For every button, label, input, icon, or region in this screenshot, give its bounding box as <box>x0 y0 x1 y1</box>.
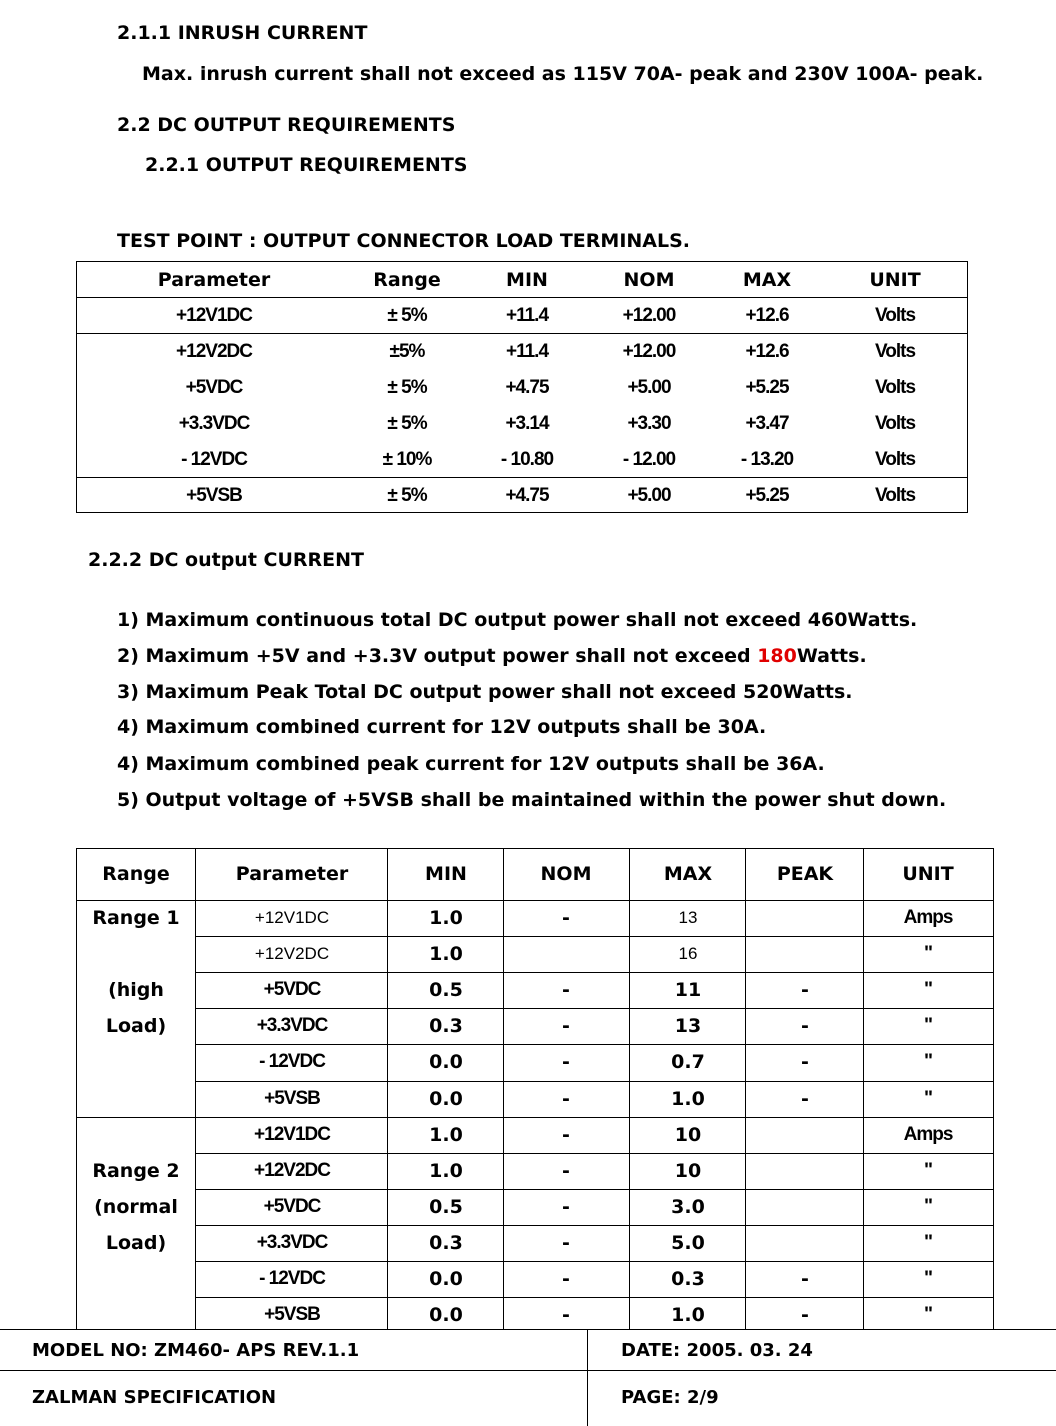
current-cell: +12V1DC <box>254 908 330 927</box>
current-cell: 0.3 <box>671 1268 705 1290</box>
current-cell: - 12VDC <box>259 1051 325 1073</box>
voltage-cell: Volts <box>874 485 916 506</box>
current-header-cell: Parameter <box>235 863 349 885</box>
current-cell: 1.0 <box>429 1159 463 1182</box>
current-cell: - <box>801 1051 809 1074</box>
current-cell: Amps <box>903 907 953 928</box>
current-list-item-2 <box>117 645 867 667</box>
current-cell: 0.0 <box>429 1051 463 1074</box>
current-cell: 1.0 <box>671 1087 705 1110</box>
range2-label: Load) <box>105 1231 167 1254</box>
current-cell: 11 <box>674 979 702 1002</box>
current-cell: 1.0 <box>429 1123 463 1146</box>
current-cell: " <box>923 1051 933 1073</box>
current-cell: - <box>801 1087 809 1110</box>
current-cell: 0.5 <box>429 979 463 1002</box>
voltage-cell: +4.75 <box>505 377 549 398</box>
current-cell: " <box>923 1304 933 1326</box>
current-header-cell: Range <box>102 863 170 885</box>
current-cell: 1.0 <box>429 943 463 966</box>
current-cell: " <box>923 943 933 965</box>
current-cell: " <box>923 1015 933 1037</box>
voltage-cell: +11.4 <box>505 341 549 362</box>
voltage-cell: +12.00 <box>622 341 676 362</box>
voltage-table-rule <box>77 477 967 478</box>
current-cell: - <box>562 1268 570 1290</box>
current-cell: +5VSB <box>264 1087 320 1109</box>
voltage-cell: +11.4 <box>505 305 549 326</box>
voltage-cell: Volts <box>874 377 916 398</box>
current-cell: 0.7 <box>671 1051 705 1074</box>
current-cell: 13 <box>674 1015 702 1038</box>
voltage-cell: ± 5% <box>387 377 427 398</box>
current-cell: 5.0 <box>671 1231 705 1254</box>
voltage-table-header <box>77 262 967 298</box>
voltage-table-rule <box>77 297 967 298</box>
voltage-table-rule <box>77 333 967 334</box>
voltage-cell: Volts <box>874 449 916 470</box>
voltage-header-cell: NOM <box>623 269 675 291</box>
voltage-cell: Volts <box>874 305 916 326</box>
current-cell: 1.0 <box>671 1304 705 1327</box>
voltage-cell: +3.14 <box>505 413 549 434</box>
voltage-cell: +5.00 <box>627 485 671 506</box>
current-cell: " <box>923 1231 933 1253</box>
current-cell: - <box>801 1268 809 1290</box>
current-cell: 0.0 <box>429 1304 463 1327</box>
voltage-cell: - 12VDC <box>181 449 247 470</box>
current-cell: - <box>562 1015 570 1038</box>
current-table-column-rule <box>745 849 746 1330</box>
item2-unit: Watts. <box>796 645 867 667</box>
current-cell: +3.3VDC <box>256 1015 328 1037</box>
current-table-row-rule <box>77 1117 993 1118</box>
footer-rule <box>0 1370 1056 1371</box>
voltage-cell: +5.00 <box>627 377 671 398</box>
voltage-cell: +3.30 <box>627 413 671 434</box>
voltage-cell: ± 10% <box>382 449 432 470</box>
current-cell: +5VDC <box>263 979 321 1001</box>
current-cell: 0.5 <box>429 1195 463 1218</box>
voltage-cell: +5VDC <box>185 377 243 398</box>
current-header-cell: MAX <box>663 863 713 885</box>
voltage-header-cell: Range <box>373 269 441 291</box>
current-cell: - <box>801 1304 809 1327</box>
footer-page: PAGE: 2/9 <box>621 1387 719 1408</box>
range1-label: Range 1 <box>92 907 180 929</box>
current-header-cell: MIN <box>425 863 467 885</box>
inrush-text: Max. inrush current shall not exceed as 115V 70A- peak and 230V 100A- peak. <box>142 63 984 85</box>
voltage-header-cell: MIN <box>506 269 548 291</box>
current-cell: +5VDC <box>263 1195 321 1217</box>
current-table-column-rule <box>503 849 504 1330</box>
current-cell: +3.3VDC <box>256 1231 328 1253</box>
voltage-cell: Volts <box>874 341 916 362</box>
footer-model: MODEL NO: ZM460- APS REV.1.1 <box>32 1340 360 1361</box>
current-cell: 3.0 <box>671 1195 705 1218</box>
current-table <box>76 848 994 1330</box>
current-cell: +12V2DC <box>254 944 330 964</box>
voltage-cell: ± 5% <box>387 485 427 506</box>
voltage-cell: +12V2DC <box>176 341 252 362</box>
range2-label: (normal <box>94 1195 178 1218</box>
footer-divider <box>587 1330 588 1426</box>
current-cell: 0.0 <box>429 1268 463 1290</box>
voltage-cell: - 13.20 <box>740 449 794 470</box>
current-header-cell: PEAK <box>776 863 834 885</box>
current-cell: " <box>923 1195 933 1217</box>
current-cell: 13 <box>678 908 698 927</box>
voltage-cell: +12V1DC <box>176 305 252 326</box>
current-cell: - <box>562 1231 570 1254</box>
current-cell: 1.0 <box>429 907 463 929</box>
current-cell: +12V2DC <box>254 1159 330 1181</box>
voltage-cell: +3.47 <box>745 413 789 434</box>
voltage-cell: - 12.00 <box>622 449 676 470</box>
item2-text: 2) Maximum +5V and +3.3V output power shall not exceed <box>117 645 758 667</box>
current-cell: 16 <box>678 944 698 964</box>
current-header-cell: NOM <box>540 863 592 885</box>
current-list-item-4a: 4) Maximum combined current for 12V outputs shall be 30A. <box>117 716 767 738</box>
current-table-column-rule <box>387 849 388 1330</box>
item2-value: 180 <box>757 645 797 667</box>
voltage-cell: Volts <box>874 413 916 434</box>
range1-label: Load) <box>105 1015 167 1038</box>
voltage-cell: +12.00 <box>622 305 676 326</box>
current-cell: 0.3 <box>429 1231 463 1254</box>
current-cell: - <box>562 1304 570 1327</box>
current-table-column-rule <box>195 849 196 1330</box>
inrush-heading: 2.1.1 INRUSH CURRENT <box>117 22 368 44</box>
voltage-table-row <box>77 442 967 478</box>
current-table-column-rule <box>629 849 630 1330</box>
dc-output-heading: 2.2 DC OUTPUT REQUIREMENTS <box>117 114 456 136</box>
current-cell: - <box>562 1087 570 1110</box>
voltage-table-row <box>77 298 967 334</box>
current-cell: " <box>923 1087 933 1109</box>
voltage-cell: - 10.80 <box>500 449 554 470</box>
current-cell: - 12VDC <box>259 1268 325 1289</box>
voltage-cell: ± 5% <box>387 305 427 326</box>
voltage-header-cell: Parameter <box>157 269 271 291</box>
voltage-cell: ±5% <box>389 341 425 362</box>
current-cell: 0.0 <box>429 1087 463 1110</box>
current-header-cell: UNIT <box>902 863 954 885</box>
current-cell: - <box>562 1159 570 1182</box>
voltage-header-cell: UNIT <box>869 269 921 291</box>
current-cell: " <box>923 1159 933 1181</box>
current-cell: +5VSB <box>264 1304 320 1326</box>
current-cell: - <box>562 907 570 929</box>
current-cell: Amps <box>903 1123 953 1145</box>
voltage-table-row <box>77 370 967 406</box>
range2-label: Range 2 <box>92 1159 180 1182</box>
current-list-item-5: 5) Output voltage of +5VSB shall be maintained within the power shut down. <box>117 789 947 811</box>
footer-spec: ZALMAN SPECIFICATION <box>32 1387 277 1408</box>
page-footer <box>0 1329 1056 1426</box>
current-list-item-4b: 4) Maximum combined peak current for 12V outputs shall be 36A. <box>117 753 825 775</box>
range1-label: (high <box>108 979 164 1002</box>
current-cell: " <box>923 979 933 1001</box>
voltage-cell: +4.75 <box>505 485 549 506</box>
voltage-table <box>76 261 968 513</box>
voltage-cell: +12.6 <box>745 305 789 326</box>
voltage-cell: +5VSB <box>186 485 242 506</box>
voltage-cell: ± 5% <box>387 413 427 434</box>
voltage-cell: +5.25 <box>745 377 789 398</box>
voltage-table-row <box>77 406 967 442</box>
test-point-text: TEST POINT : OUTPUT CONNECTOR LOAD TERMINALS. <box>117 230 691 252</box>
current-table-column-rule <box>863 849 864 1330</box>
current-cell: 0.3 <box>429 1015 463 1038</box>
output-requirements-heading: 2.2.1 OUTPUT REQUIREMENTS <box>145 154 468 176</box>
current-list-item-1: 1) Maximum continuous total DC output power shall not exceed 460Watts. <box>117 609 918 631</box>
current-cell: - <box>562 1123 570 1146</box>
current-table-header-rule <box>77 900 993 901</box>
current-cell: - <box>801 1015 809 1038</box>
voltage-cell: +5.25 <box>745 485 789 506</box>
current-cell: - <box>562 1195 570 1218</box>
voltage-table-row <box>77 334 967 370</box>
current-cell: - <box>801 979 809 1002</box>
current-cell: 10 <box>674 1159 702 1182</box>
voltage-table-row <box>77 478 967 514</box>
current-cell: +12V1DC <box>254 1123 330 1145</box>
current-cell: " <box>923 1268 933 1289</box>
current-cell: 10 <box>674 1123 702 1146</box>
dc-current-heading: 2.2.2 DC output CURRENT <box>88 549 365 571</box>
current-list-item-3: 3) Maximum Peak Total DC output power shall not exceed 520Watts. <box>117 681 853 703</box>
footer-date: DATE: 2005. 03. 24 <box>621 1340 813 1361</box>
voltage-cell: +3.3VDC <box>178 413 250 434</box>
voltage-header-cell: MAX <box>742 269 792 291</box>
current-cell: - <box>562 979 570 1002</box>
voltage-cell: +12.6 <box>745 341 789 362</box>
current-cell: - <box>562 1051 570 1074</box>
